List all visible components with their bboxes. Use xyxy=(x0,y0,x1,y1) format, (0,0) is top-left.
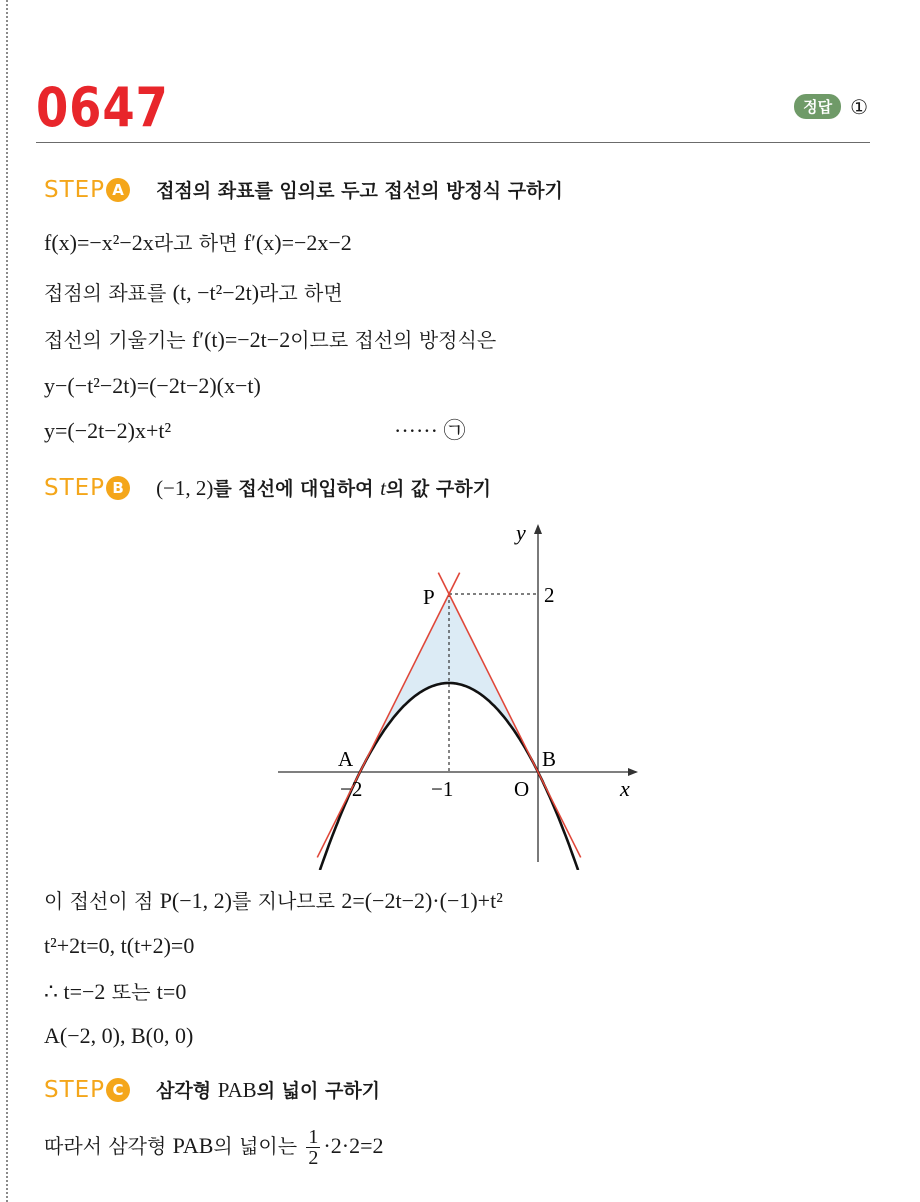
math-expression: 2=(−2t−2)·(−1)+t² xyxy=(341,888,503,913)
answer-box xyxy=(794,94,868,119)
fraction xyxy=(306,1127,320,1168)
y-axis-label: y xyxy=(516,520,526,545)
step-tag: STEP xyxy=(44,474,106,501)
equation-marker-label: ······ ㉠ xyxy=(394,418,466,443)
step-tag: STEP xyxy=(44,176,106,203)
tick-label-x-neg1: −1 xyxy=(431,777,454,801)
solution-line xyxy=(44,1124,383,1168)
text-fragment: 접점의 좌표를 xyxy=(44,281,173,305)
fraction-numerator: 1 xyxy=(308,1126,319,1148)
step-c-heading xyxy=(44,1076,380,1103)
problem-header xyxy=(36,70,870,143)
math-expression: PAB xyxy=(172,1133,214,1158)
text-fragment: 삼각형 xyxy=(156,1080,218,1102)
step-a-heading xyxy=(44,176,563,203)
y-axis-arrow-icon xyxy=(534,524,542,534)
point-p-label: P xyxy=(423,585,435,609)
solution-line xyxy=(44,931,194,961)
text-fragment: 따라서 삼각형 xyxy=(44,1134,173,1158)
solution-line xyxy=(44,371,261,401)
math-expression: y=(−2t−2)x+t² xyxy=(44,418,172,443)
step-letter-a: A xyxy=(106,178,130,202)
step-letter-b: B xyxy=(106,476,130,500)
text-fragment: 를 지나므로 xyxy=(231,889,342,913)
step-b-heading xyxy=(44,474,491,501)
text-fragment: 의 값 구하기 xyxy=(385,478,491,500)
math-expression: (−1, 2) xyxy=(156,476,214,500)
text-fragment: 접선의 기울기는 xyxy=(44,328,192,352)
answer-value: ① xyxy=(850,94,868,119)
tangent-line-b xyxy=(438,573,580,858)
math-expression: (t, −t²−2t) xyxy=(172,280,260,305)
text-fragment: 의 넓이 구하기 xyxy=(256,1080,381,1102)
solution-line xyxy=(44,278,343,308)
fraction-denominator: 2 xyxy=(308,1147,319,1169)
parabola-tangent-graph xyxy=(270,510,650,870)
step-letter-c: C xyxy=(106,1078,130,1102)
text-fragment: 를 접선에 대입하여 xyxy=(213,478,381,500)
step-c-title xyxy=(156,1076,380,1103)
tick-label-x-neg2: −2 xyxy=(340,777,363,801)
text-fragment: 라고 하면 xyxy=(259,281,343,305)
math-expression: t xyxy=(380,476,386,500)
solution-line xyxy=(44,1021,193,1051)
x-axis-arrow-icon xyxy=(628,768,638,776)
solution-line xyxy=(44,977,186,1007)
text-fragment: 이 접선이 점 xyxy=(44,889,160,913)
math-expression: f′(x)=−2x−2 xyxy=(243,230,352,255)
x-axis-label: x xyxy=(620,776,630,801)
equation-marker xyxy=(394,416,465,446)
page-margin-rule xyxy=(6,0,8,1202)
math-expression: ·2·2=2 xyxy=(323,1133,384,1158)
point-b-label: B xyxy=(542,747,557,771)
math-expression: P(−1, 2) xyxy=(159,888,232,913)
math-expression: t=0 xyxy=(156,979,187,1004)
math-expression: ∴ t=−2 xyxy=(44,979,106,1004)
answer-badge: 정답 xyxy=(794,94,841,119)
solution-line xyxy=(44,416,171,446)
step-tag: STEP xyxy=(44,1076,106,1103)
step-a-title: 접점의 좌표를 임의로 두고 접선의 방정식 구하기 xyxy=(156,180,563,202)
point-a-label: A xyxy=(338,747,354,771)
solution-line xyxy=(44,886,503,916)
math-expression: f(x)=−x²−2x xyxy=(44,230,154,255)
math-expression: PAB xyxy=(217,1078,257,1102)
math-expression: f′(t)=−2t−2 xyxy=(191,327,291,352)
math-expression: A(−2, 0), B(0, 0) xyxy=(44,1023,194,1048)
text-fragment: 의 넓이는 xyxy=(213,1134,304,1158)
tangent-line-a xyxy=(317,573,459,858)
math-expression: t²+2t=0, t(t+2)=0 xyxy=(44,933,195,958)
math-expression: y−(−t²−2t)=(−2t−2)(x−t) xyxy=(44,373,261,398)
step-b-title xyxy=(156,474,491,501)
problem-number: 0647 xyxy=(36,76,169,139)
solution-line xyxy=(44,325,496,355)
text-fragment: 또는 xyxy=(105,980,157,1004)
origin-label: O xyxy=(514,777,530,801)
tick-label-y-2: 2 xyxy=(544,583,555,607)
solution-line xyxy=(44,228,352,258)
text-fragment: 라고 하면 xyxy=(153,231,244,255)
text-fragment: 이므로 접선의 방정식은 xyxy=(290,328,497,352)
